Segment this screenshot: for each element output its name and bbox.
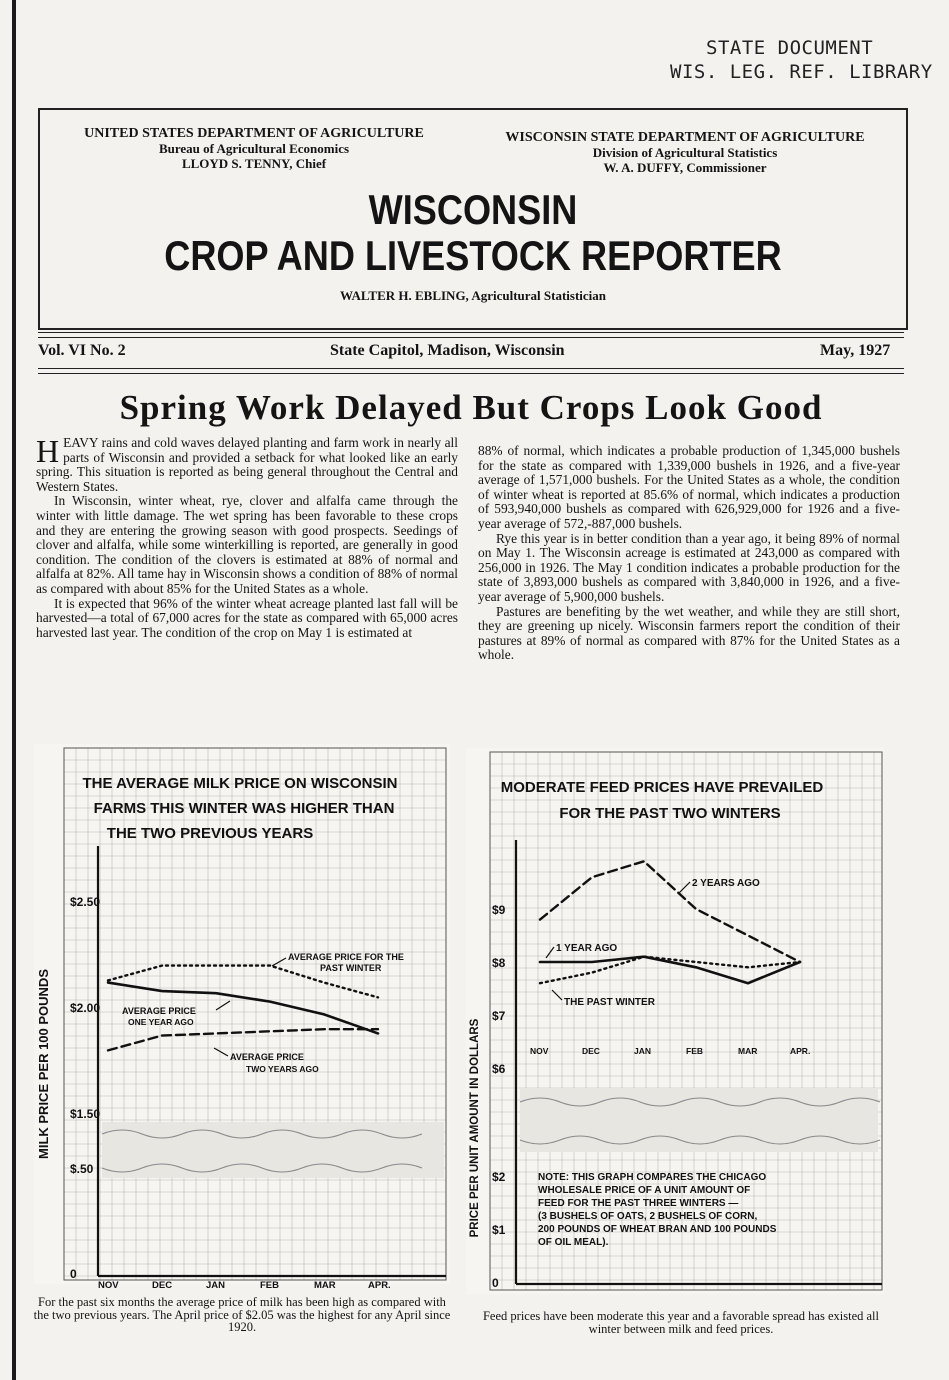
usda-agency-block — [54, 126, 454, 171]
y-tick-label: $2.50 — [70, 895, 101, 909]
label-arrow — [216, 1001, 230, 1010]
column-2-paragraph-2: Rye this year is in better condition than a year ago, it being 89% of normal on May 1. The Wisconsin acreage is estimated at 243,000 as compared with 256,000 in 1926. The May 1 condition indicates a probable production for the state of 3,893,000 bushels as compared with 3,840,000 in 1926, and a five-year average of 5,900,000 bushels. — [478, 530, 900, 604]
feed-chart-caption: Feed prices have been moderate this year and a favorable spread has existed all winter between milk and feed prices. — [482, 1309, 879, 1336]
series-label-two: AVERAGE PRICE — [230, 1052, 304, 1062]
x-tick-label: APR. — [790, 1046, 811, 1056]
series-line — [108, 1029, 378, 1050]
wisconsin-commissioner: W. A. DUFFY, Commissioner — [603, 160, 767, 175]
milk-chart-caption: For the past six months the average price of milk has been high as compared with the two previous years. The April price of $2.05 was the highest for any April since 1920. — [33, 1295, 451, 1334]
y-tick-label: $1 — [492, 1223, 506, 1237]
x-tick-label: MAR — [314, 1280, 336, 1291]
chart-note-line: WHOLESALE PRICE OF A UNIT AMOUNT OF — [538, 1185, 751, 1196]
column-1-paragraph-2: In Wisconsin, winter wheat, rye, clover and alfalfa came through the winter with little damage. The wet spring has been favorable to these crops and they are entering the growing season with good prospects. Seedings of clover and alfalfa, while some winterkilling is reported, are generally in good condition. The condition of the clovers is estimated at 88% of normal and alfalfa at 82%. All tame hay in Wisconsin shows a condition of 88% of normal as compared with about 85% for the United States as a whole. — [36, 493, 458, 596]
column-1-paragraph-1 — [36, 433, 458, 494]
y-tick-label: $7 — [492, 1009, 506, 1023]
issue-rule-top — [38, 332, 904, 338]
y-tick-label: $6 — [492, 1062, 506, 1076]
x-tick-label: NOV — [530, 1046, 549, 1056]
chart-note-line: OF OIL MEAL). — [538, 1237, 609, 1248]
series-label-one: AVERAGE PRICE — [122, 1006, 196, 1016]
stamp-line-1: STATE DOCUMENT — [706, 37, 874, 59]
usda-chief: LLOYD S. TENNY, Chief — [181, 156, 327, 171]
chart-frame — [490, 752, 882, 1290]
y-tick-label: 0 — [70, 1267, 77, 1281]
feed-price-chart — [466, 748, 884, 1294]
issue-rule-bottom — [38, 368, 904, 374]
library-stamp — [670, 36, 940, 84]
chart-note-line: NOTE: THIS GRAPH COMPARES THE CHICAGO — [538, 1172, 767, 1183]
series-label-past-2: PAST WINTER — [320, 963, 382, 973]
x-tick-label: FEB — [260, 1280, 279, 1291]
y-tick-label: $2 — [492, 1170, 506, 1184]
usda-name: UNITED STATES DEPARTMENT OF AGRICULTURE — [84, 126, 424, 141]
milk-price-chart — [34, 744, 450, 1291]
column-1-paragraph-1-text: EAVY rains and cold waves delayed planting and farm work in nearly all parts of Wisconsin and provided a setback for what looked like an early spring. This situation is reported as being general throughout the Central and Western States. — [36, 435, 458, 494]
series-label-one-2: ONE YEAR AGO — [128, 1017, 194, 1027]
issue-place: State Capitol, Madison, Wisconsin — [330, 342, 565, 359]
y-axis-label: MILK PRICE PER 100 POUNDS — [36, 969, 51, 1159]
y-tick-label: $8 — [492, 956, 506, 970]
x-tick-label: MAR — [738, 1046, 758, 1056]
page-binding-edge — [12, 0, 16, 1380]
article-column-2 — [478, 444, 900, 663]
chart-title-line: THE TWO PREVIOUS YEARS — [106, 825, 314, 842]
statistician-credit: WALTER H. EBLING, Agricultural Statistician — [339, 288, 607, 303]
issue-volume: Vol. VI No. 2 — [38, 342, 126, 359]
chart-note-line: FEED FOR THE PAST THREE WINTERS — — [538, 1198, 739, 1209]
x-tick-label: FEB — [686, 1046, 703, 1056]
y-tick-label: $2.00 — [70, 1001, 101, 1015]
y-tick-label: 0 — [492, 1276, 499, 1290]
x-tick-label: APR. — [368, 1280, 391, 1291]
issue-date: May, 1927 — [820, 342, 891, 359]
y-tick-label: $1.50 — [70, 1107, 101, 1121]
wisconsin-dept-name: WISCONSIN STATE DEPARTMENT OF AGRICULTURE — [505, 130, 865, 145]
x-tick-label: DEC — [152, 1280, 173, 1291]
article-headline: Spring Work Delayed But Crops Look Good — [119, 388, 823, 427]
stamp-line-2: WIS. LEG. REF. LIBRARY — [670, 61, 933, 83]
y-tick-label: $9 — [492, 903, 506, 917]
x-tick-label: NOV — [98, 1280, 119, 1291]
label-arrow — [272, 958, 286, 966]
series-label-one-year: 1 YEAR AGO — [556, 943, 618, 954]
publication-title-line-2: CROP AND LIVESTOCK REPORTER — [164, 232, 782, 279]
column-2-paragraph-1: 88% of normal, which indicates a probable production of 1,345,000 bushels for the state as compared with 1,339,000 bushels in 1926, and a five-year average of 1,571,000 bushels. For the United States as a whole, the condition of winter wheat is reported at 85.6% of normal, which indicates a production of 593,940,000 bushels as compared with 626,929,000 for 1926 and a five-year average of 572,-887,000 bushels. — [478, 443, 900, 531]
x-tick-label: JAN — [206, 1280, 226, 1291]
series-label-past: AVERAGE PRICE FOR THE — [288, 952, 404, 962]
drop-cap: H — [36, 433, 60, 469]
chart-note-line: (3 BUSHELS OF OATS, 2 BUSHELS OF CORN, — [538, 1211, 758, 1222]
label-arrow — [214, 1048, 228, 1056]
x-tick-label: DEC — [582, 1046, 600, 1056]
series-label-two-2: TWO YEARS AGO — [246, 1064, 319, 1074]
x-tick-label: JAN — [634, 1046, 652, 1056]
series-label-two-years: 2 YEARS AGO — [692, 878, 760, 889]
chart-title-line: FOR THE PAST TWO WINTERS — [559, 805, 781, 822]
wisconsin-division: Division of Agricultural Statistics — [592, 145, 778, 160]
publication-title-line-1: WISCONSIN — [368, 186, 578, 233]
article-column-1 — [36, 433, 458, 640]
y-axis-label: PRICE PER UNIT AMOUNT IN DOLLARS — [469, 1018, 481, 1238]
label-arrow — [552, 990, 562, 1000]
chart-title-line: MODERATE FEED PRICES HAVE PREVAILED — [500, 779, 824, 796]
usda-bureau: Bureau of Agricultural Economics — [158, 141, 350, 156]
wisconsin-agency-block — [480, 130, 890, 175]
column-2-paragraph-3: Pastures are benefiting by the wet weather, and while they are still short, they are greening up nicely. Wisconsin farmers report the condition of their pastures at 89% of normal as compared with 87% for the United States as a whole. — [478, 603, 900, 663]
y-tick-label: $.50 — [70, 1162, 94, 1176]
chart-title-line: FARMS THIS WINTER WAS HIGHER THAN — [93, 800, 395, 817]
chart-title-line: THE AVERAGE MILK PRICE ON WISCONSIN — [82, 775, 398, 792]
column-1-paragraph-3: It is expected that 96% of the winter wheat acreage planted last fall will be harvested—a total of 67,000 acres for the state as compared with 65,000 acres harvested last year. The condition of the crop on May 1 is estimated at — [36, 595, 458, 640]
chart-note-line: 200 POUNDS OF WHEAT BRAN AND 100 POUNDS — [538, 1224, 777, 1235]
series-label-past-winter: THE PAST WINTER — [564, 997, 655, 1008]
masthead-box — [38, 108, 908, 330]
